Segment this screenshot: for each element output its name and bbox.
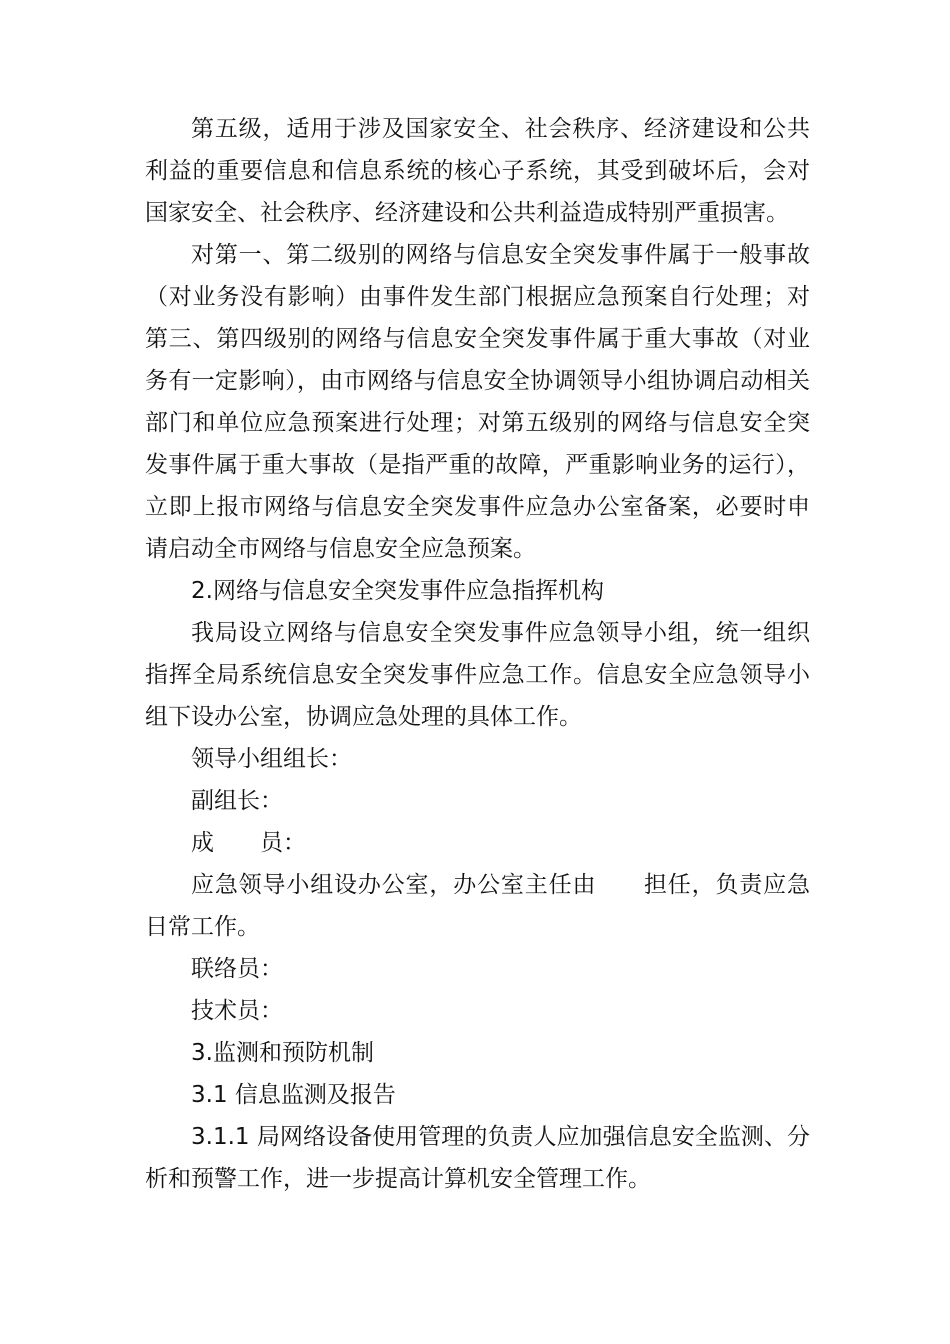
- paragraph-incident-handling: 对第一、第二级别的网络与信息安全突发事件属于一般事故（对业务没有影响）由事件发生部门根据应急预案自行处理；对第三、第四级别的网络与信息安全突发事件属于重大事故（对业务有一定影响），由市网络与信息安全协调领导小组协调启动相关部门和单位应急预案进行处理；对第五级别的网络与信息安全突发事件属于重大事故（是指严重的故障，严重影响业务的运行），立即上报市网络与信息安全突发事件应急办公室备案，必要时申请启动全市网络与信息安全应急预案。: [145, 242, 810, 562]
- section-heading-command: 2.网络与信息安全突发事件应急指挥机构: [191, 578, 604, 604]
- field-group-leader: 领导小组组长：: [191, 746, 352, 772]
- field-members: 成 员：: [191, 830, 306, 856]
- paragraph-leadership-group: 我局设立网络与信息安全突发事件应急领导小组，统一组织指挥全局系统信息安全突发事件应急工作。信息安全应急领导小组下设办公室，协调应急处理的具体工作。: [145, 620, 810, 730]
- paragraph-level-five: 第五级，适用于涉及国家安全、社会秩序、经济建设和公共利益的重要信息和信息系统的核心子系统，其受到破坏后，会对国家安全、社会秩序、经济建设和公共利益造成特别严重损害。: [145, 116, 810, 226]
- section-heading-monitoring: 3.监测和预防机制: [191, 1040, 374, 1066]
- field-deputy-leader: 副组长：: [191, 788, 283, 814]
- field-liaison: 联络员：: [191, 956, 283, 982]
- paragraph-office: 应急领导小组设办公室，办公室主任由 担任，负责应急日常工作。: [145, 872, 810, 940]
- paragraph-monitoring-duty: 3.1.1 局网络设备使用管理的负责人应加强信息安全监测、分析和预警工作，进一步提高计算机安全管理工作。: [145, 1124, 810, 1192]
- field-technician: 技术员：: [191, 998, 283, 1024]
- subsection-heading-reporting: 3.1 信息监测及报告: [191, 1082, 396, 1108]
- document-body: [145, 108, 810, 1200]
